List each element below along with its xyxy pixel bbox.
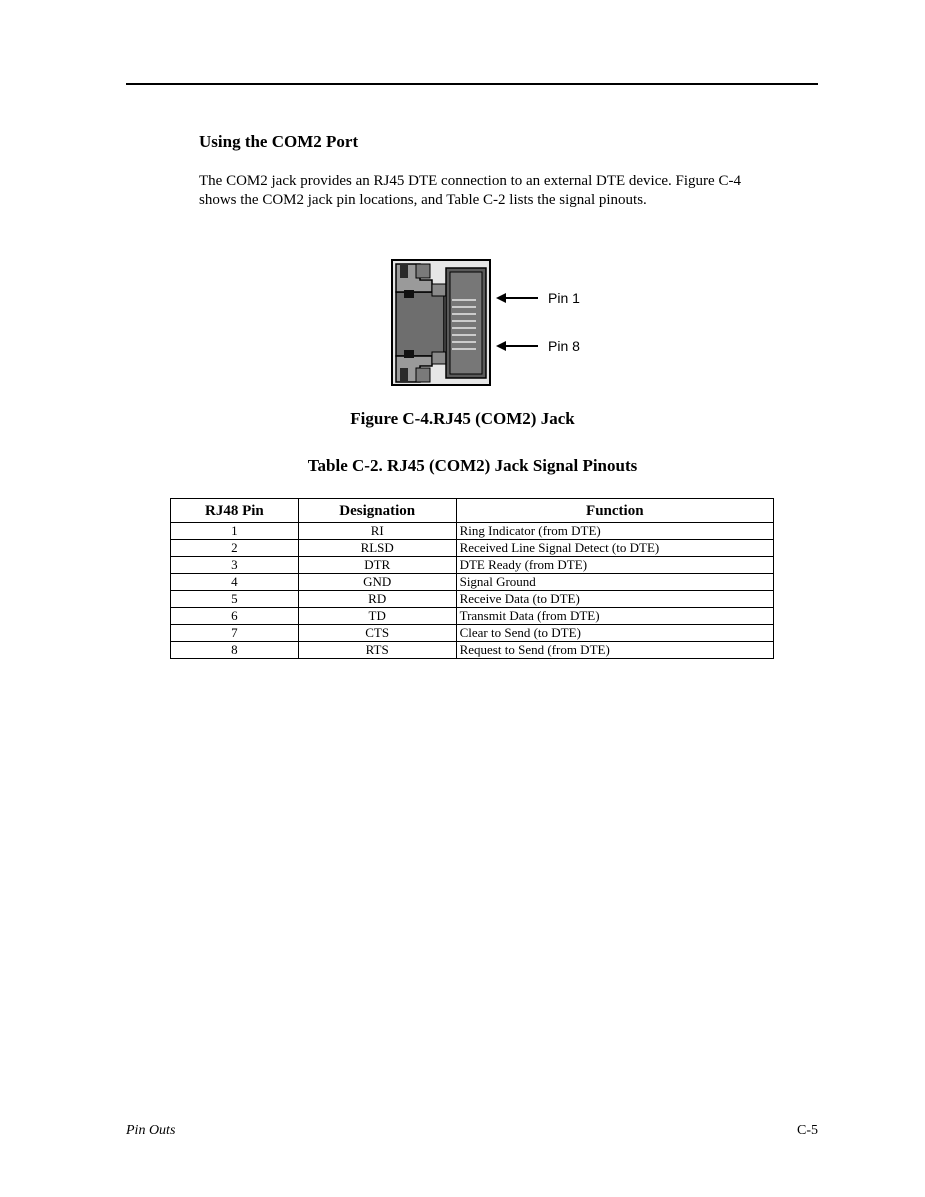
table-row bbox=[171, 574, 774, 591]
function-cell: Ring Indicator (from DTE) bbox=[456, 523, 773, 540]
intro-paragraph bbox=[199, 172, 839, 210]
table-caption: Table C-2. RJ45 (COM2) Jack Signal Pinouts bbox=[307, 456, 638, 475]
function-cell: Clear to Send (to DTE) bbox=[456, 625, 773, 642]
rj45-jack-figure bbox=[390, 258, 600, 388]
designation-cell: RLSD bbox=[298, 540, 456, 557]
designation-cell: TD bbox=[298, 608, 456, 625]
designation-cell: RD bbox=[298, 591, 456, 608]
footer-page-number: C-5 bbox=[797, 1123, 818, 1138]
function-cell: Transmit Data (from DTE) bbox=[456, 608, 773, 625]
header-designation: Designation bbox=[298, 499, 456, 523]
function-cell: Request to Send (from DTE) bbox=[456, 642, 773, 659]
footer-section-title: Pin Outs bbox=[126, 1123, 176, 1138]
function-cell: Received Line Signal Detect (to DTE) bbox=[456, 540, 773, 557]
pin-cell: 6 bbox=[171, 608, 299, 625]
designation-cell: DTR bbox=[298, 557, 456, 574]
intro-line-2: shows the COM2 jack pin locations, and Table C-2 lists the signal pinouts. bbox=[199, 192, 647, 208]
designation-cell: RTS bbox=[298, 642, 456, 659]
designation-cell: GND bbox=[298, 574, 456, 591]
header-function: Function bbox=[456, 499, 773, 523]
designation-cell: RI bbox=[298, 523, 456, 540]
table-row bbox=[171, 591, 774, 608]
pin-cell: 1 bbox=[171, 523, 299, 540]
table-row bbox=[171, 642, 774, 659]
pin-cell: 5 bbox=[171, 591, 299, 608]
pin-8-label: Pin 8 bbox=[548, 338, 580, 354]
pin-cell: 3 bbox=[171, 557, 299, 574]
table-row bbox=[171, 523, 774, 540]
pin-1-label: Pin 1 bbox=[548, 290, 580, 306]
table-row bbox=[171, 625, 774, 642]
section-heading: Using the COM2 Port bbox=[199, 132, 359, 151]
table-header-row bbox=[171, 499, 774, 523]
rj45-jack-icon bbox=[390, 258, 600, 388]
table-row bbox=[171, 557, 774, 574]
intro-line-1: The COM2 jack provides an RJ45 DTE connection to an external DTE device. Figure C-4 bbox=[199, 173, 741, 189]
table-row bbox=[171, 540, 774, 557]
pinout-table bbox=[170, 498, 774, 659]
pin-cell: 8 bbox=[171, 642, 299, 659]
function-cell: DTE Ready (from DTE) bbox=[456, 557, 773, 574]
function-cell: Receive Data (to DTE) bbox=[456, 591, 773, 608]
header-pin: RJ48 Pin bbox=[171, 499, 299, 523]
header-rule bbox=[126, 83, 818, 85]
figure-caption: Figure C-4.RJ45 (COM2) Jack bbox=[350, 409, 575, 428]
function-cell: Signal Ground bbox=[456, 574, 773, 591]
pin-cell: 7 bbox=[171, 625, 299, 642]
designation-cell: CTS bbox=[298, 625, 456, 642]
table-row bbox=[171, 608, 774, 625]
pin-cell: 2 bbox=[171, 540, 299, 557]
pin-cell: 4 bbox=[171, 574, 299, 591]
